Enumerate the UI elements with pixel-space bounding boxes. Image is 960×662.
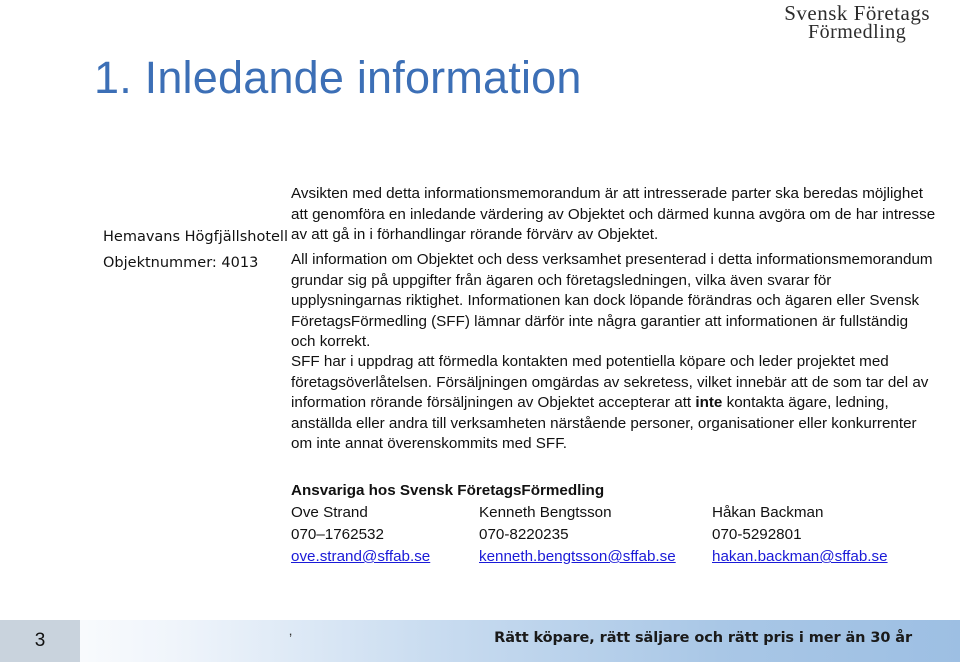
contact-name: Håkan Backman <box>712 504 824 521</box>
logo-line-1: Svensk Företags <box>784 1 930 25</box>
paragraph-confidentiality-part-2: kontakta ägare, ledning, anställda eller andra till verksamheten närstående personer, organisationer eller konkurrenter om inte annat överenskommits med SFF. <box>291 394 917 452</box>
contact-email-link[interactable]: hakan.backman@sffab.se <box>712 548 888 565</box>
contact-phone: 070-8220235 <box>479 526 569 543</box>
page-title: 1. Inledande information <box>94 52 582 103</box>
footer-bar <box>0 620 960 662</box>
contact-name: Kenneth Bengtsson <box>479 504 612 521</box>
paragraph-confidentiality <box>291 352 936 455</box>
contact-phones-row <box>291 524 932 546</box>
contact-phone: 070-5292801 <box>712 526 802 543</box>
contact-email-link[interactable]: kenneth.bengtsson@sffab.se <box>479 548 676 565</box>
object-name: Hemavans Högfjällshotell <box>103 229 288 245</box>
logo-line-2: Förmedling <box>807 21 907 43</box>
contacts-heading: Ansvariga hos Svensk FöretagsFörmedling <box>291 482 605 499</box>
emphasis-inte: inte <box>695 394 723 411</box>
contacts-section <box>291 482 932 568</box>
contact-email-link[interactable]: ove.strand@sffab.se <box>291 548 431 565</box>
footer-mark: ‚ <box>289 622 293 638</box>
paragraph-information: All information om Objektet och dess verksamhet presenterad i detta informationsmemorandum grundar sig på uppgifter från ägaren och företagsledningen, vilka även svarar för upplysningarnas riktighet. Informationen kan dock löpande förändras och ägaren eller Svensk FöretagsFörmedling (SFF) lämnar därför inte några garantier att informationen är fullständig och korrekt. <box>291 251 933 350</box>
contact-names-row <box>291 502 932 524</box>
page-number: 3 <box>0 620 80 662</box>
company-logo <box>784 1 930 43</box>
contact-phone: 070–1762532 <box>291 526 384 543</box>
paragraph-purpose: Avsikten med detta informationsmemorandum är att intresserade parter ska beredas möjlighet att genomföra en inledande värdering av Objektet och därmed kunna avgöra om de har intresse av att gå in i förhandlingar rörande förvärv av Objektet. <box>291 185 936 243</box>
paragraph-confidentiality-part-1: SFF har i uppdrag att förmedla kontakten med potentiella köpare och leder projektet med företagsöverlåtelsen. Försäljningen omgärdas av sekretess, vilket innebär att de som tar del av information rörande försäljningen av Objektet accepterar att <box>291 353 929 411</box>
contact-name: Ove Strand <box>291 504 368 521</box>
contact-emails-row <box>291 546 932 568</box>
object-number: Objektnummer: 4013 <box>103 255 259 271</box>
footer-slogan: Rätt köpare, rätt säljare och rätt pris i mer än 30 år <box>494 630 912 646</box>
